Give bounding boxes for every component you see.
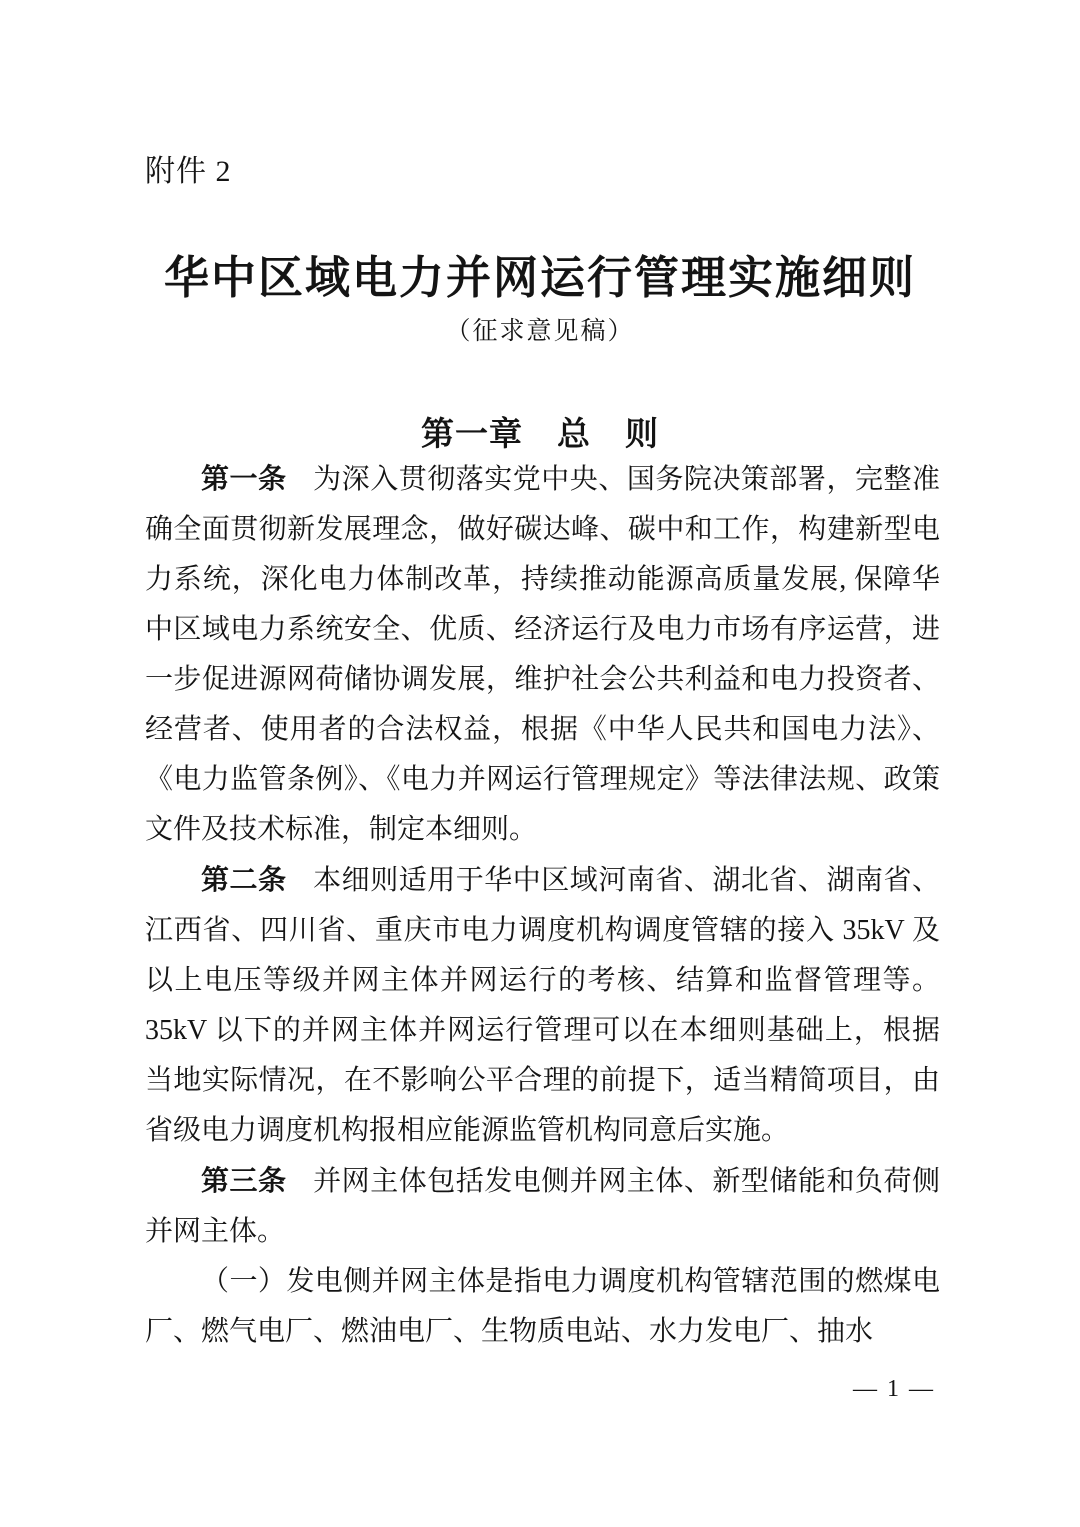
document-subtitle: （征求意见稿） (445, 318, 635, 345)
body-text (145, 454, 940, 1357)
paragraph: 第一条 为深入贯彻落实党中央、国务院决策部署，完整准确全面贯彻新发展理念，做好碳达峰、碳中和工作，构建新型电力系统，深化电力体制改革，持续推动能源高质量发展, 保障华中区域电力系统安全、优质、经济运行及电力市场有序运营，进一步促进源网荷储协调发展，维护社会公共利益和电力投资者、经营者、使用者的合法权益，根据《中华人民共和国电力法》、《电力监管条例》、《电力并网运行管理规定》等法律法规、政策文件及技术标准，制定本细则。 (145, 463, 940, 845)
attachment-label: 附件 2 (145, 155, 232, 188)
document-title: 华中区域电力并网运行管理实施细则 (163, 253, 916, 303)
page-number: — 1 — (853, 1376, 935, 1402)
paragraph: 第三条 并网主体包括发电侧并网主体、新型储能和负荷侧并网主体。 (145, 1165, 940, 1247)
chapter-heading: 第一章 总 则 (421, 415, 659, 452)
paragraph: 第二条 本细则适用于华中区域河南省、湖北省、湖南省、江西省、四川省、重庆市电力调度机构调度管辖的接入 35kV 及以上电压等级并网主体并网运行的考核、结算和监督管理等。35kV 以下的并网主体并网运行管理可以在本细则基础上，根据当地实际情况，在不影响公平合理的前提下，适当精简项目，由省级电力调度机构报相应能源监管机构同意后实施。 (145, 864, 940, 1146)
article-number: 第三条 (201, 1165, 287, 1196)
article-number: 第二条 (201, 864, 287, 895)
article-number: 第一条 (201, 463, 287, 494)
paragraph: （一）发电侧并网主体是指电力调度机构管辖范围的燃煤电厂、燃气电厂、燃油电厂、生物质电站、水力发电厂、抽水 (145, 1266, 940, 1347)
